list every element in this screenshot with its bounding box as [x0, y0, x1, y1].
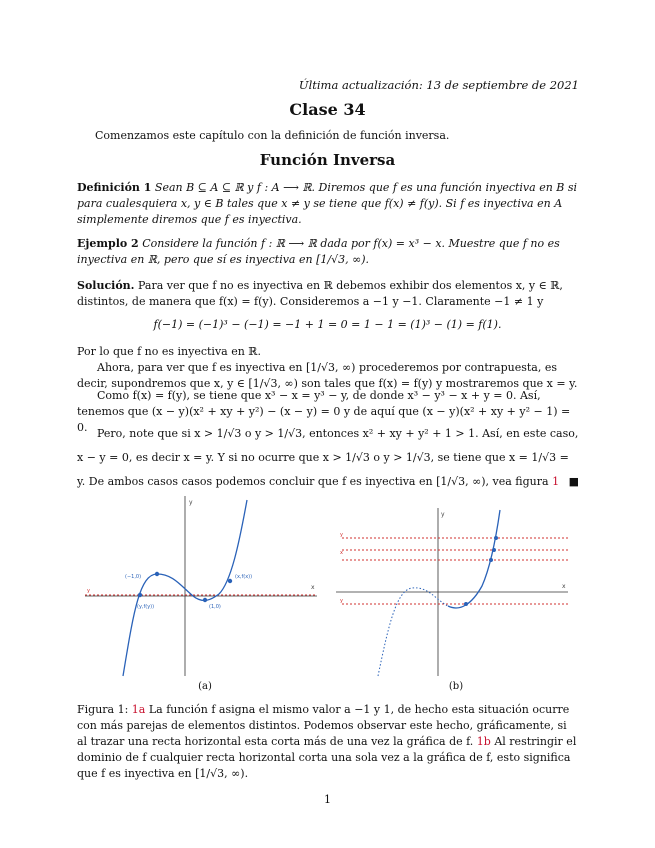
figure-b-curve-dashed [378, 588, 448, 676]
caption-ref-b[interactable]: 1b [476, 735, 491, 748]
solution-p5-text: Pero, note que si x > 1/√3 o y > 1/√3, entonces x² + xy + y² + 1 > 1. Así, en este caso, x − y = 0, es decir x = y. Y si no ocurre que x > 1/√3 o y > 1/√3, se tiene que x = 1/√3 = y. De ambos casos casos podemos concluir que f es inyectiva en [1/√3, ∞), vea figura [77, 427, 579, 488]
figure-b-l2: x [340, 550, 343, 556]
caption-text-2: Al restringir el dominio de f cualquier recta horizontal corta una sola vez a la gráfica de f, esto significa que f es inyectiva en [1/√3, ∞). [77, 735, 577, 780]
caption-label: Figura 1: [77, 703, 129, 716]
solution-p2: Por lo que f no es inyectiva en ℝ. [77, 345, 261, 358]
example-label: Ejemplo 2 [77, 237, 139, 250]
figure-a-point-2 [155, 572, 159, 576]
figure-b-caption: (b) [448, 681, 464, 692]
figure-b-point-4 [494, 536, 498, 540]
figure-a-line-label: y [87, 588, 90, 594]
figure-a-pt3-label: (y,f(y)) [137, 604, 155, 610]
last-updated: Última actualización: 13 de septiembre de 2021 [298, 78, 579, 92]
figure-b-x-label: x [562, 583, 566, 590]
example-text: Considere la función f : ℝ ⟶ ℝ dada por f(x) = x³ − x. Muestre que f no es inyectiva en ℝ, pero que sí es inyectiva en [1/√3, ∞). [77, 237, 560, 266]
figure-a-plot [85, 496, 325, 678]
figure-b-point-1 [464, 602, 468, 606]
figure-a-pt1-label: (−1,0) [125, 574, 142, 580]
section-title: Función Inversa [259, 151, 396, 169]
qed-symbol: ■ [568, 475, 579, 488]
figure-b-l1: y [340, 532, 343, 538]
solution-p3: Ahora, para ver que f es inyectiva en [1/√3, ∞) procederemos por contrapuesta, es decir, supondremos que x, y ∈ [1/√3, ∞) son tales que f(x) = f(y) y mostraremos que x = y. [77, 361, 578, 390]
figure-a-point-3 [228, 579, 232, 583]
page-title: Clase 34 [289, 100, 366, 119]
solution-label: Solución. [77, 279, 135, 292]
figure-caption [77, 702, 579, 782]
solution-p1 [77, 278, 579, 310]
solution-p1-text: Para ver que f no es inyectiva en ℝ debemos exhibir dos elementos x, y ∈ ℝ, distintos, de manera que f(x) = f(y). Consideremos a −1 y −1. Claramente −1 ≠ 1 y [77, 279, 563, 308]
intro-text: Comenzamos este capítulo con la definición de función inversa. [95, 129, 450, 142]
definition-label: Definición 1 [77, 181, 152, 194]
figure-a-point-4 [203, 598, 207, 602]
solution-p4: Como f(x) = f(y), se tiene que x³ − x = y³ − y, de donde x³ − y³ − x + y = 0. Así, tenemos que (x − y)(x² + xy + y²) − (x − y) = 0 y de aquí que (x − y)(x² + xy + y² − 1) = 0. [77, 389, 571, 434]
figure-b-point-3 [492, 548, 496, 552]
figure-b-y-label: y [441, 511, 445, 518]
caption-ref-a[interactable]: 1a [131, 703, 146, 716]
caption-text-1: La función f asigna el mismo valor a −1 y 1, de hecho esta situación ocurre con más parejas de elementos distintos. Podemos observar este hecho, gráficamente, si al trazar una recta horizontal esta corta más de una vez la gráfica de f. [77, 703, 570, 748]
intro-paragraph [77, 128, 579, 144]
example-block [77, 236, 579, 268]
figure-a-point-1 [138, 593, 142, 597]
solution-p5 [77, 422, 579, 494]
page-number: 1 [324, 793, 331, 806]
figure-a-y-label: y [189, 499, 193, 506]
figure-a-pt2-label: (x,f(x)) [235, 574, 253, 580]
figure-b-point-2 [489, 558, 493, 562]
definition-block [77, 180, 579, 228]
figure-link[interactable]: 1 [552, 475, 560, 488]
figure-a-x-label: x [311, 584, 315, 591]
figure-b-plot [336, 508, 576, 678]
figure-a-pt4-label: (1,0) [209, 604, 221, 610]
figure-a-caption: (a) [198, 681, 212, 692]
equation: f(−1) = (−1)³ − (−1) = −1 + 1 = 0 = 1 − 1 = (1)³ − (1) = f(1). [153, 318, 502, 331]
definition-text: Sean B ⊆ A ⊆ ℝ y f : A ⟶ ℝ. Diremos que f es una función inyectiva en B si para cualesquiera x, y ∈ B tales que x ≠ y se tiene que f(x) ≠ f(y). Si f es inyectiva en A simplemente diremos que f es inyectiva. [77, 181, 578, 226]
figure-b-l3: y [340, 598, 343, 604]
